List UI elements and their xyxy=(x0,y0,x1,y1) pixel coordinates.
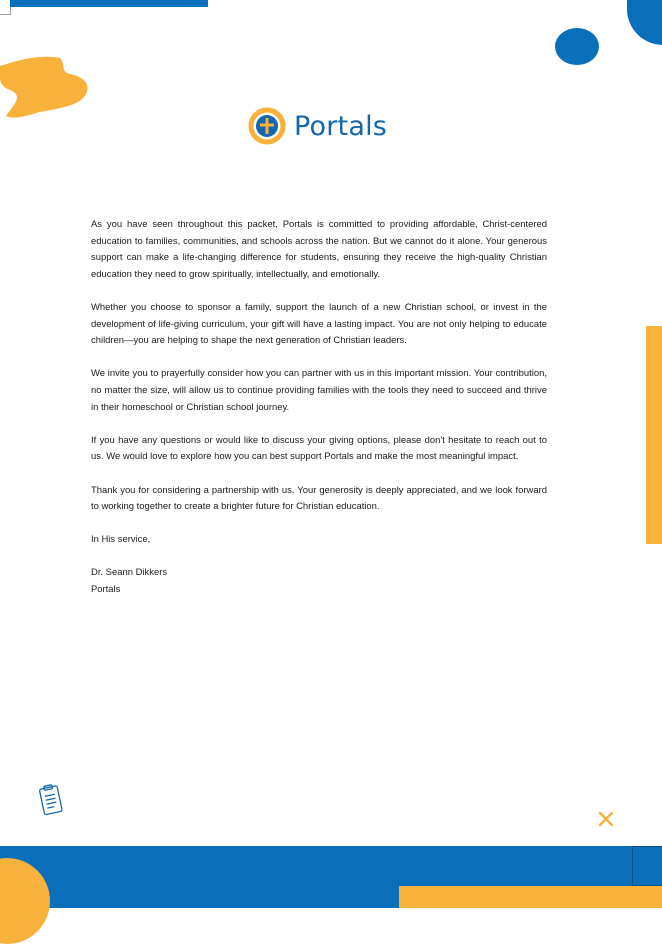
right-accent-bar xyxy=(646,326,662,544)
top-accent-bar xyxy=(10,0,208,7)
paragraph-4: If you have any questions or would like to discuss your giving options, please don't hesitate to reach out to us. We would love to explore how you can best support Portals and make the most meaningful impact. xyxy=(91,434,547,463)
blue-circle-decoration xyxy=(555,28,599,65)
bottom-yellow-bar xyxy=(399,886,662,908)
paragraph-3: We invite you to prayerfully consider how you can partner with us in this important mission. Your contribution, no matter the size, will allow us to continue providing families with the tools they need to succeed and thrive in their homeschool or Christian school journey. xyxy=(91,368,547,413)
signature-block xyxy=(91,565,547,598)
paragraph-5: Thank you for considering a partnership with us. Your generosity is deeply appreciated, and we look forward to working together to create a brighter future for Christian education. xyxy=(91,484,547,513)
plus-icon xyxy=(596,809,616,829)
corner-frame-bottom-right xyxy=(632,846,662,886)
top-right-blob xyxy=(627,0,662,45)
closing: In His service, xyxy=(91,534,151,546)
brand-name: Portals xyxy=(294,110,388,142)
yellow-brush-stroke xyxy=(0,54,92,120)
signature-org: Portals xyxy=(91,584,121,596)
portals-cross-logo-icon xyxy=(246,105,288,147)
paragraph-2: Whether you choose to sponsor a family, support the launch of a new Christian school, or invest in the development of life-giving curriculum, your gift will have a lasting impact. You are not only helping to educate children—you are helping to shape the next generation of Christian leaders. xyxy=(91,301,547,347)
clipboard-icon xyxy=(38,783,66,819)
signature-name: Dr. Seann Dikkers xyxy=(91,567,168,579)
portals-logo xyxy=(246,104,387,148)
paragraph-1: As you have seen throughout this packet, Portals is committed to providing affordable, Christ-centered education to families, communities, and schools across the nation. But we cannot do it alone. Your generous support can make a life-changing difference for students, ensuring they receive the high-quality Christian education they need to grow spiritually, intellectually, and emotionally. xyxy=(91,219,547,280)
letter-body xyxy=(91,217,547,599)
